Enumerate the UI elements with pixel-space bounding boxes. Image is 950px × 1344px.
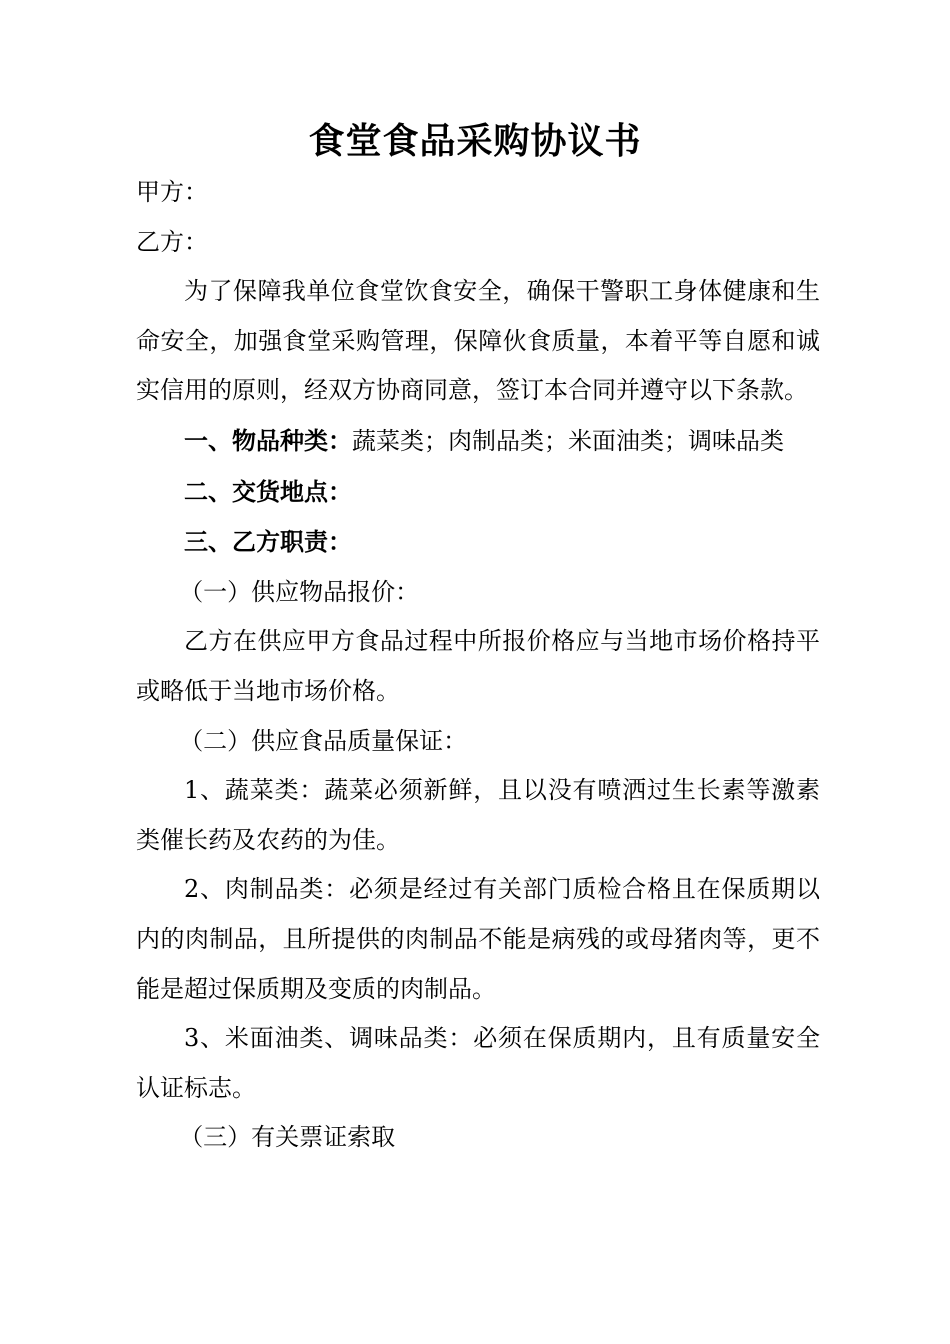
document-title: 食堂食品采购协议书 [308, 120, 642, 162]
section-2-paragraph [136, 467, 820, 518]
subsection-3-heading: （三）有关票证索取 [179, 1123, 396, 1152]
intro-paragraph: 为了保障我单位食堂饮食安全，确保干警职工身体健康和生命安全，加强食堂采购管理，保障伙食质量，本着平等自愿和诚实信用的原则，经双方协商同意，签订本合同并遵守以下条款。 [136, 277, 820, 405]
section-1-heading: 一、物品种类： [184, 425, 352, 455]
quality-item-meat: 2、肉制品类：必须是经过有关部门质检合格且在保质期以内的肉制品，且所提供的肉制品不能是病残的或母猪肉等，更不能是超过保质期及变质的肉制品。 [136, 875, 820, 1003]
document-body [136, 168, 820, 1163]
subsection-1-heading: （一）供应物品报价： [179, 577, 420, 606]
section-3-heading: 三、乙方职责： [184, 527, 352, 557]
quality-item-vegetables: 1、蔬菜类：蔬菜必须新鲜，且以没有喷洒过生长素等激素类催长药及农药的为佳。 [136, 776, 820, 854]
subsection-2-heading: （二）供应食品质量保证： [179, 726, 468, 755]
subsection-1-text: 乙方在供应甲方食品过程中所报价格应与当地市场价格持平或略低于当地市场价格。 [136, 627, 820, 705]
section-1-text: 蔬菜类；肉制品类；米面油类；调味品类 [352, 426, 784, 455]
party-b-line: 乙方： [136, 227, 208, 256]
quality-item-grain-oil: 3、米面油类、调味品类：必须在保质期内，且有质量安全认证标志。 [136, 1024, 820, 1102]
party-a-line: 甲方： [136, 178, 208, 206]
section-1-paragraph [136, 416, 820, 467]
section-3-paragraph [136, 517, 820, 568]
section-2-heading: 二、交货地点： [184, 476, 352, 506]
